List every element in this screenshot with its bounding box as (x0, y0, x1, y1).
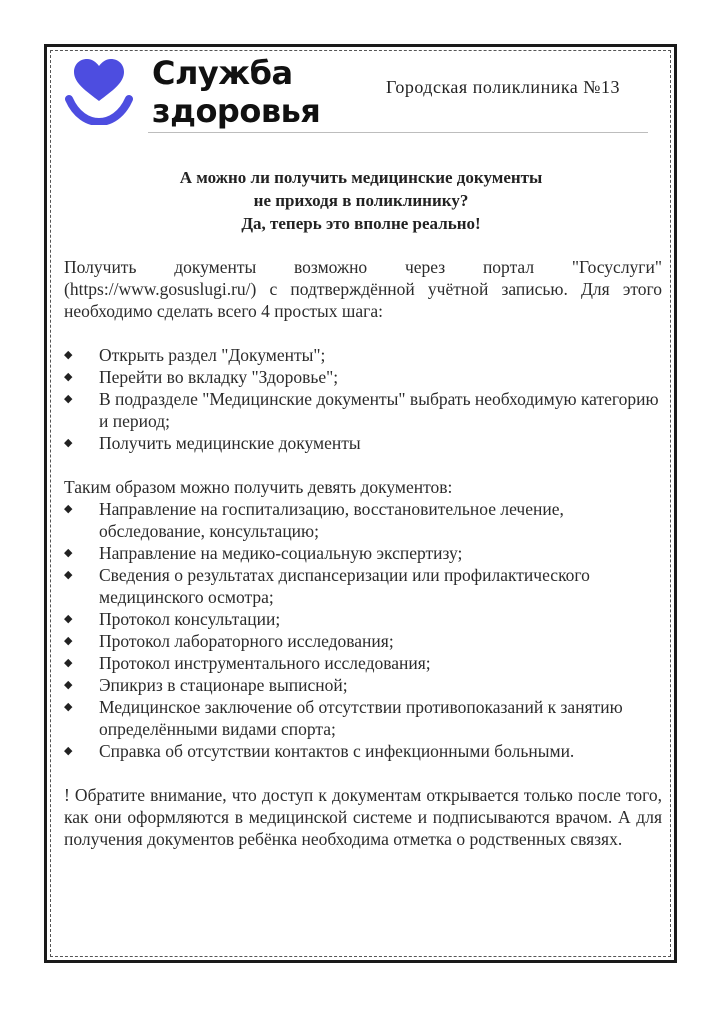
list-item-text: Протокол инструментального исследования; (99, 653, 431, 673)
list-item (64, 388, 662, 432)
brand-line-1: Служба (152, 54, 293, 92)
bullet-icon: ◆ (64, 547, 73, 559)
list-item-text: Эпикриз в стационаре выписной; (99, 675, 348, 695)
list-item-text: Справка об отсутствии контактов с инфекционными больными. (99, 741, 575, 761)
document-body (64, 256, 662, 850)
header-divider (148, 132, 648, 133)
list-item-text: Направление на госпитализацию, восстановительное лечение, обследование, консультацию; (99, 499, 564, 541)
list-item-text: Медицинское заключение об отсутствии противопоказаний к занятию определёнными видами спорта; (99, 697, 623, 739)
bullet-icon: ◆ (64, 701, 73, 713)
bullet-icon: ◆ (64, 745, 73, 757)
list-item (64, 498, 662, 542)
list-item-text: Перейти во вкладку "Здоровье"; (99, 367, 339, 387)
documents-list (64, 498, 662, 762)
list-item (64, 608, 662, 630)
bullet-icon: ◆ (64, 635, 73, 647)
list-item (64, 652, 662, 674)
list-item (64, 740, 662, 762)
list-item (64, 344, 662, 366)
headline (64, 166, 658, 235)
steps-list (64, 344, 662, 454)
list-item-text: Сведения о результатах диспансеризации или профилактического медицинского осмотра; (99, 565, 590, 607)
bullet-icon: ◆ (64, 393, 73, 405)
headline-line-1: А можно ли получить медицинские документы (179, 168, 543, 187)
bullet-icon: ◆ (64, 349, 73, 361)
bullet-icon: ◆ (64, 657, 73, 669)
list-item-text: Протокол лабораторного исследования; (99, 631, 394, 651)
list-item (64, 366, 662, 388)
bullet-icon: ◆ (64, 437, 73, 449)
heart-smile-logo-icon (64, 55, 134, 125)
list-item-text: В подразделе "Медицинские документы" выбрать необходимую категорию и период; (99, 389, 659, 431)
list-item (64, 432, 662, 454)
list-item (64, 630, 662, 652)
list-item-text: Получить медицинские документы (99, 433, 361, 453)
brand-name (152, 54, 320, 130)
intro-paragraph: Получить документы возможно через портал "Госуслуги" (https://www.gosuslugi.ru/) с подтверждённой учётной записью. Для этого необходимо сделать всего 4 простых шага: (64, 257, 662, 321)
documents-intro: Таким образом можно получить девять документов: (64, 477, 453, 497)
notice-paragraph: ! Обратите внимание, что доступ к документам открывается только после того, как они оформляются в медицинской системе и подписываются врачом. А для получения документов ребёнка необходима отметка о родственных связях. (64, 785, 662, 849)
list-item (64, 564, 662, 608)
brand-line-2: здоровья (152, 92, 321, 130)
clinic-name: Городская поликлиника №13 (386, 77, 620, 97)
list-item-text: Направление на медико-социальную экспертизу; (99, 543, 463, 563)
headline-line-2: не приходя в поликлинику? (253, 191, 469, 210)
bullet-icon: ◆ (64, 503, 73, 515)
list-item (64, 696, 662, 740)
list-item-text: Протокол консультации; (99, 609, 281, 629)
list-item (64, 674, 662, 696)
bullet-icon: ◆ (64, 679, 73, 691)
bullet-icon: ◆ (64, 569, 73, 581)
list-item-text: Открыть раздел "Документы"; (99, 345, 326, 365)
list-item (64, 542, 662, 564)
bullet-icon: ◆ (64, 613, 73, 625)
bullet-icon: ◆ (64, 371, 73, 383)
headline-line-3: Да, теперь это вполне реально! (241, 214, 481, 233)
